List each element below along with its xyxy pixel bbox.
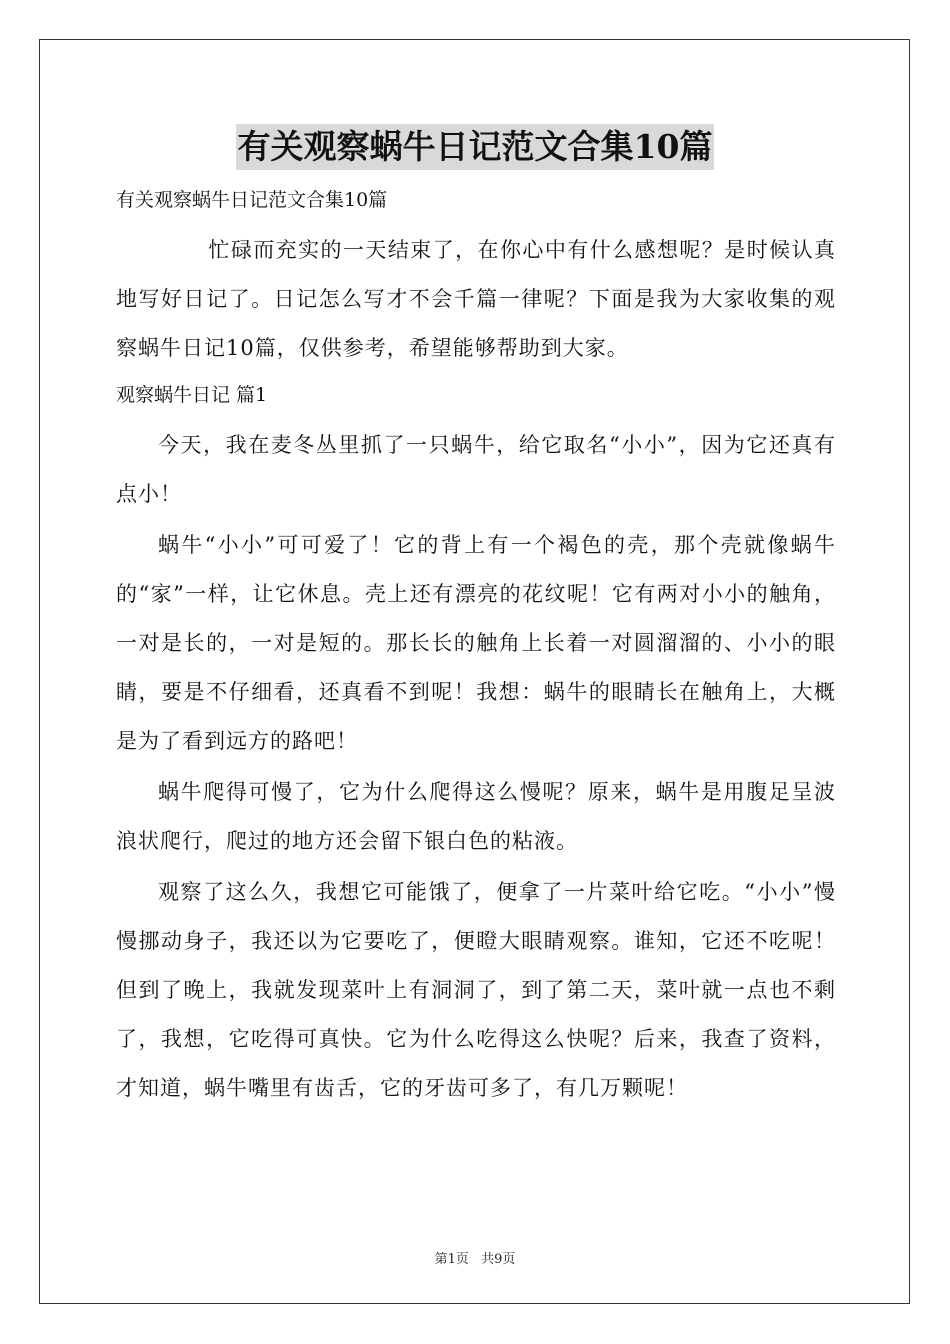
body-paragraph: 蜗牛爬得可慢了，它为什么爬得这么慢呢？原来，蜗牛是用腹足呈波浪状爬行，爬过的地方还会留下银白色的粘液。: [116, 780, 836, 853]
title-area: [0, 124, 950, 170]
section-heading: 观察蜗牛日记 篇1: [116, 384, 268, 406]
document-body: [116, 180, 836, 1115]
page-total: 共9页: [481, 1252, 516, 1267]
intro-paragraph: 忙碌而充实的一天结束了，在你心中有什么感想呢？是时候认真地写好日记了。日记怎么写才不会千篇一律呢？下面是我为大家收集的观察蜗牛日记10篇，仅供参考，希望能够帮助到大家。: [116, 238, 836, 360]
page-number: 第1页: [434, 1252, 469, 1267]
document-subtitle: 有关观察蜗牛日记范文合集10篇: [116, 189, 388, 211]
document-title: 有关观察蜗牛日记范文合集10篇: [236, 124, 715, 170]
body-paragraph: 蜗牛“小小”可可爱了！它的背上有一个褐色的壳，那个壳就像蜗牛的“家”一样，让它休息。壳上还有漂亮的花纹呢！它有两对小小的触角，一对是长的，一对是短的。那长长的触角上长着一对圆溜溜的、小小的眼睛，要是不仔细看，还真看不到呢！我想：蜗牛的眼睛长在触角上，大概是为了看到远方的路吧！: [116, 533, 836, 753]
page-footer: [0, 1248, 950, 1267]
body-paragraph: 观察了这么久，我想它可能饿了，便拿了一片菜叶给它吃。“小小”慢慢挪动身子，我还以为它要吃了，便瞪大眼睛观察。谁知，它还不吃呢！但到了晚上，我就发现菜叶上有洞洞了，到了第二天，菜叶就一点也不剩了，我想，它吃得可真快。它为什么吃得这么快呢？后来，我查了资料，才知道，蜗牛嘴里有齿舌，它的牙齿可多了，有几万颗呢！: [116, 880, 836, 1100]
body-paragraph: 今天，我在麦冬丛里抓了一只蜗牛，给它取名“小小”，因为它还真有点小！: [116, 433, 836, 506]
